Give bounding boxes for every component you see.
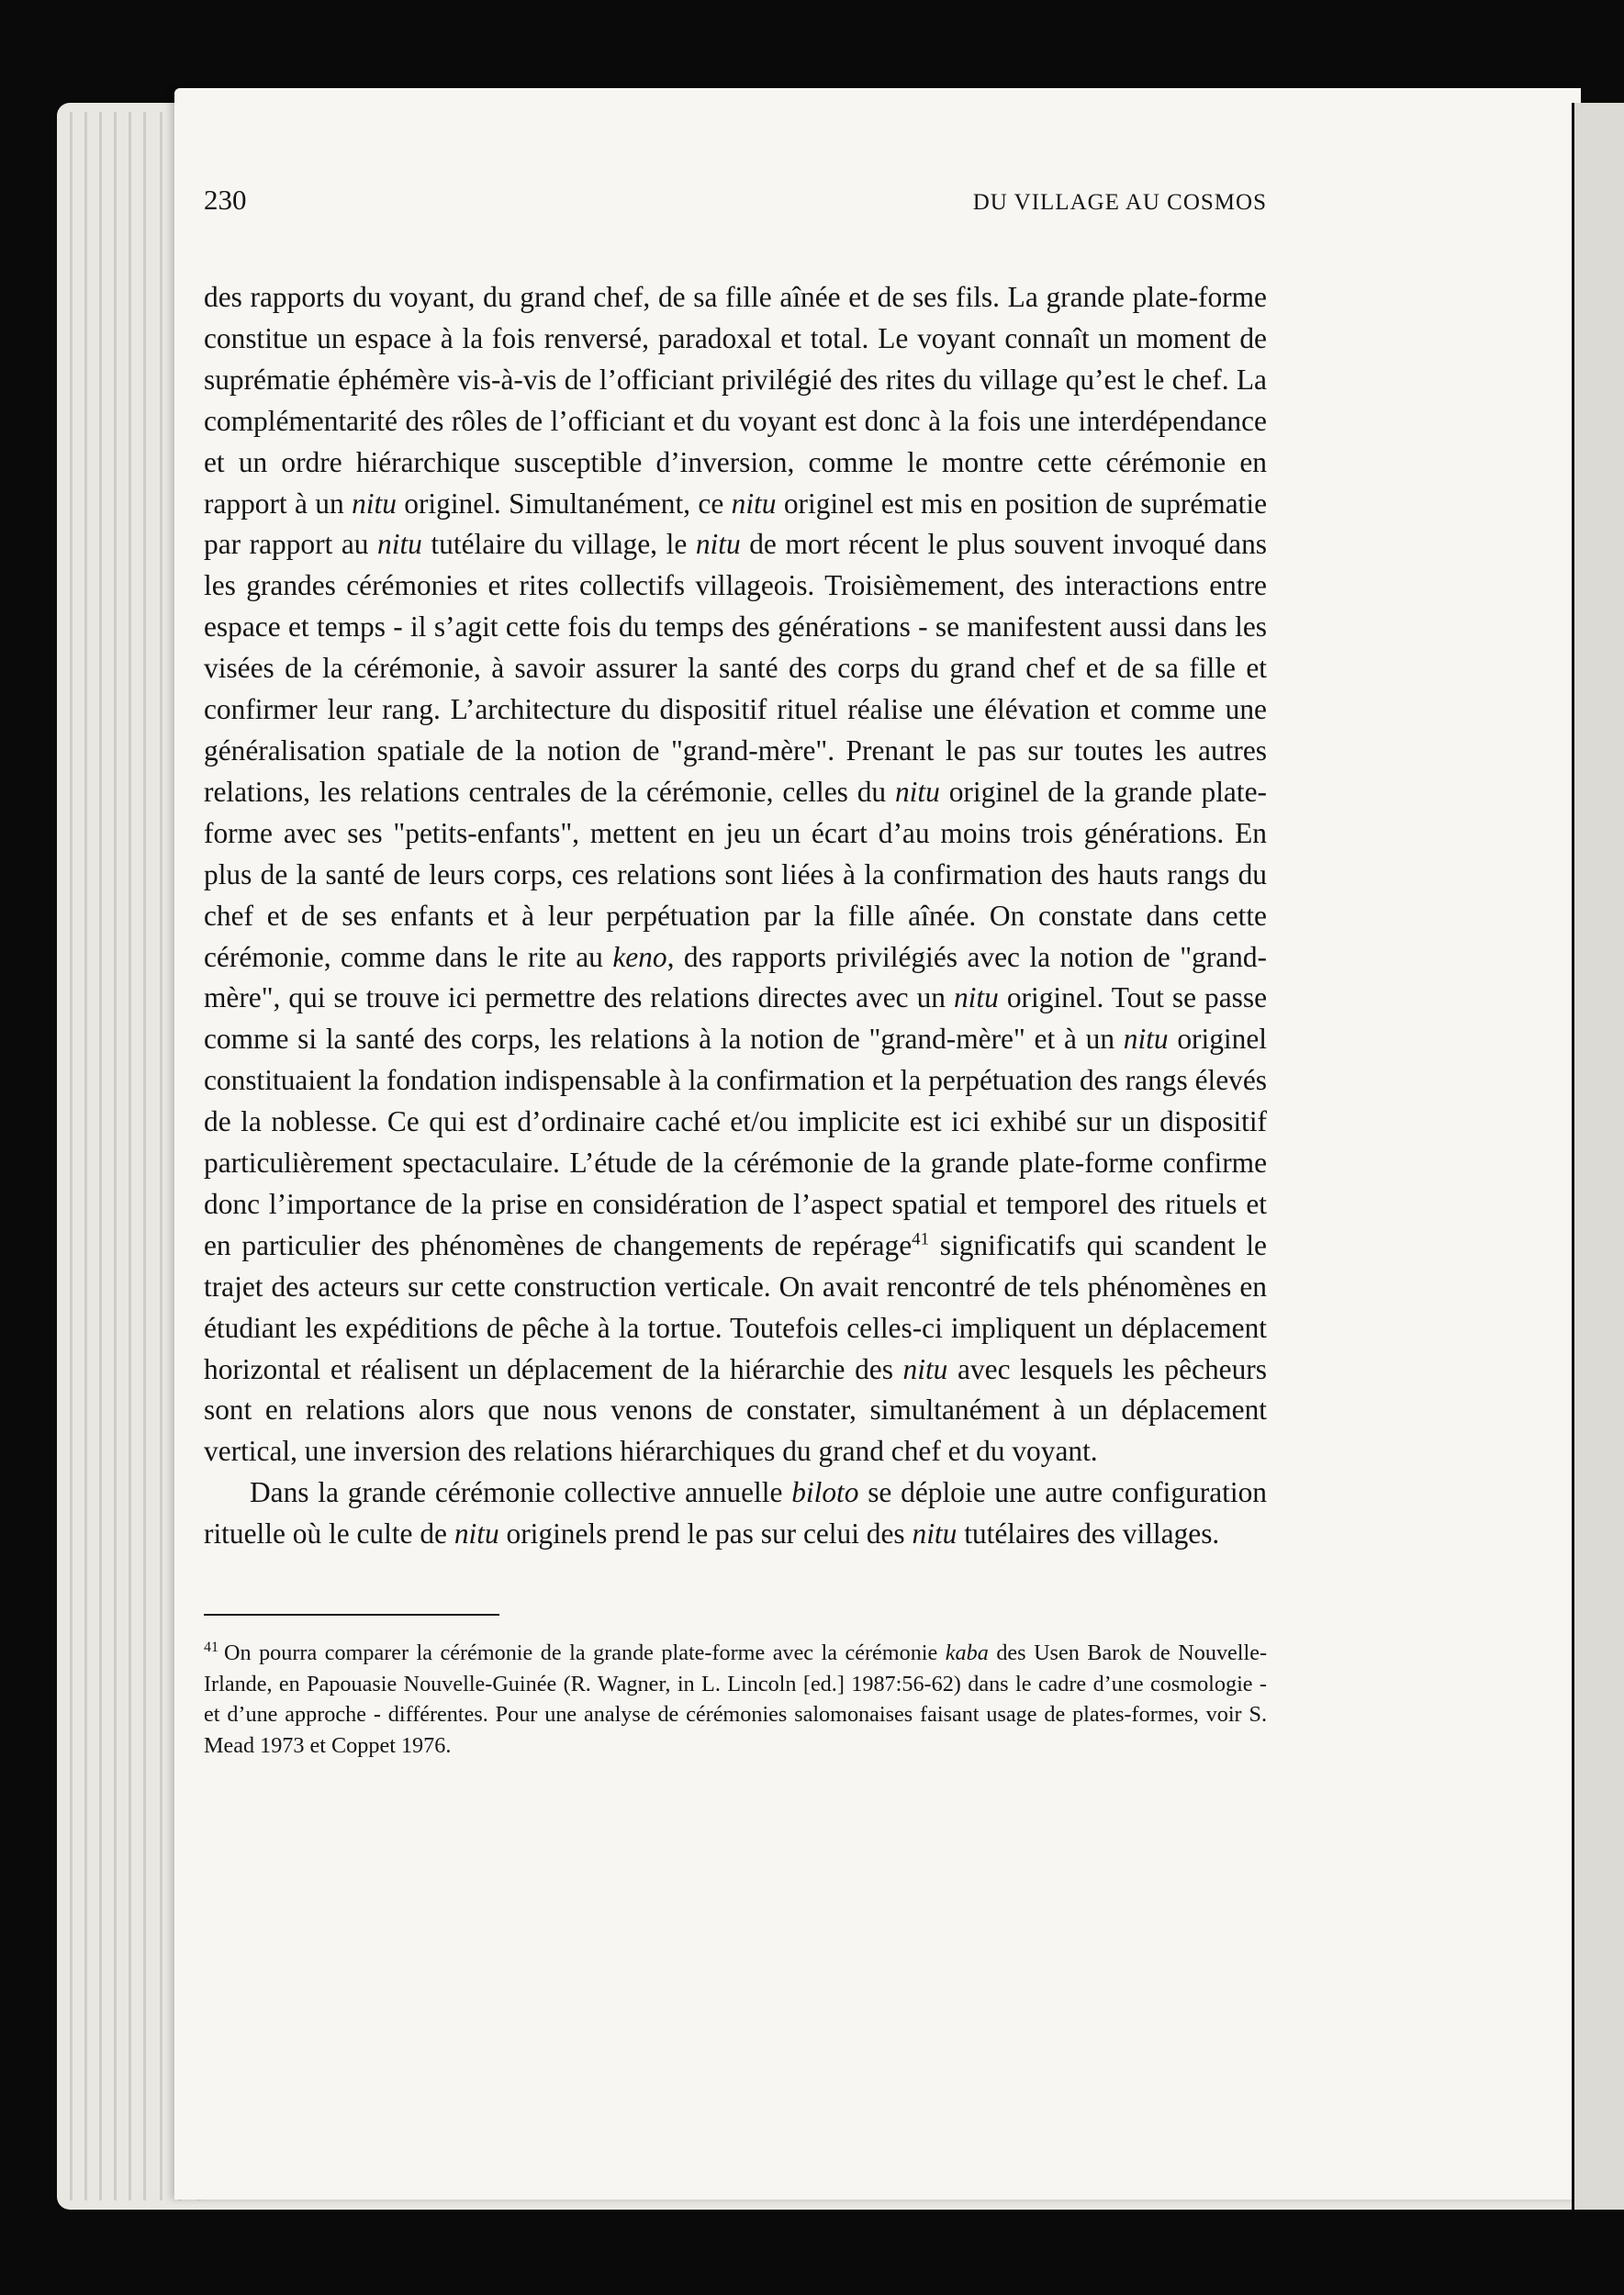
term-nitu: nitu: [352, 487, 397, 520]
footnote-reference[interactable]: 41: [912, 1229, 929, 1249]
term-kaba: kaba: [945, 1640, 989, 1666]
text-run: des Usen Barok de Nouvelle-Irlande, en Papouasie Nouvelle-Guinée (R. Wagner, in L. Lincoln [ed.] 1987:56-62) dans le cadre d’une cosmologie - et d’une approche - différentes. Pour une analyse de cérémonies salomonaises faisant usage de plates-formes, voir S. Mead 1973 et Coppet 1976.: [204, 1640, 1268, 1758]
footnote-marker: 41: [204, 1640, 218, 1656]
term-nitu: nitu: [377, 528, 422, 561]
term-nitu: nitu: [454, 1517, 499, 1551]
page-edge: [84, 112, 87, 2200]
term-nitu: nitu: [695, 528, 741, 561]
text-run: originel constituaient la fondation indispensable à la confirmation et la perpétuation des rangs élevés de la noblesse. Ce qui est d’ordinaire caché et/ou implicite est ici exhibé sur un dispositif particulièrement spectaculaire. L’étude de la cérémonie de la grande plate-forme confirme donc l’importance de la prise en considération de l’aspect spatial et temporel des rituels et en particulier des phénomènes de changements de repérage: [204, 1023, 1267, 1261]
running-title: DU VILLAGE AU COSMOS: [972, 190, 1267, 215]
footnote-41: [204, 1638, 1267, 1761]
term-nitu: nitu: [894, 775, 940, 808]
page-edge: [143, 112, 146, 2200]
page-edge: [114, 112, 117, 2200]
page-edge: [160, 112, 162, 2200]
text-run: Dans la grande cérémonie collective annuelle: [250, 1476, 792, 1509]
text-run: originel. Tout se passe comme si la santé des corps, les relations à la notion de "grand-mère" et à un: [204, 981, 1268, 1056]
text-run: originel. Simultanément, ce: [396, 487, 732, 520]
running-head: [204, 184, 1267, 230]
term-nitu: nitu: [1123, 1023, 1169, 1056]
text-run: tutélaires des villages.: [957, 1517, 1220, 1551]
page-edge: [129, 112, 131, 2200]
text-run: On pourra comparer la cérémonie de la grande plate-forme avec la cérémonie: [224, 1640, 946, 1666]
text-run: des rapports du voyant, du grand chef, de sa fille aînée et de ses fils. La grande plate-forme constitue un espace à la fois renversé, paradoxal et total. Le voyant connaît un moment de suprématie éphémère vis-à-vis de l’officiant privilégié des rites du village qu’est le chef. La complémentarité des rôles de l’officiant et du voyant est donc à la fois une interdépendance et un ordre hiérarchique susceptible d’inversion, comme le montre cette cérémonie en rapport à un: [204, 281, 1267, 520]
page-edge: [70, 112, 73, 2200]
text-run: originel de la grande plate-forme avec ses "petits-enfants", mettent en jeu un écart d’au moins trois générations. En plus de la santé de leurs corps, ces relations sont liées à la confirmation des hauts rangs du chef et de ses enfants et à leur perpétuation par la fille aînée. On constate dans cette cérémonie, comme dans le rite au: [204, 775, 1267, 973]
term-keno: keno: [612, 940, 667, 973]
text-run: significatifs qui scandent le trajet des acteurs sur cette construction verticale. On avait rencontré de tels phénomènes en étudiant les expéditions de pêche à la tortue. Toutefois celles-ci impliquent un déplacement horizontal et réalisent un déplacement de la hiérarchie des: [204, 1228, 1267, 1385]
text-run: tutélaire du village, le: [421, 528, 696, 561]
text-run: avec lesquels les pêcheurs sont en relations alors que nous venons de constater, simultanément à un déplacement vertical, une inversion des relations hiérarchiques du grand chef et du voyant.: [204, 1352, 1267, 1468]
text-run: se déploie une autre configuration rituelle où le culte de: [204, 1476, 1267, 1551]
text-run: originels prend le pas sur celui des: [498, 1517, 913, 1551]
text-run: , des rapports privilégiés avec la notion de "grand-mère", qui se trouve ici permettre des relations directes avec un: [204, 940, 1267, 1014]
text-run: originel est mis en position de suprématie par rapport au: [204, 487, 1267, 561]
facing-page-edge: [1572, 103, 1624, 2210]
term-nitu: nitu: [902, 1352, 948, 1385]
page-edge: [99, 112, 102, 2200]
term-biloto: biloto: [791, 1476, 859, 1509]
body-text: [204, 277, 1267, 1555]
footnote-rule: [204, 1614, 499, 1616]
term-nitu: nitu: [731, 487, 777, 520]
paragraph-2: [204, 1472, 1267, 1555]
text-run: de mort récent le plus souvent invoqué dans les grandes cérémonies et rites collectifs villageois. Troisièmement, des interactions entre espace et temps - il s’agit cette fois du temps des générations - se manifestent aussi dans les visées de la cérémonie, à savoir assurer la santé des corps du grand chef et de sa fille et confirmer leur rang. L’architecture du dispositif rituel réalise une élévation et comme une généralisation spatiale de la notion de "grand-mère". Prenant le pas sur toutes les autres relations, les relations centrales de la cérémonie, celles du: [204, 528, 1267, 808]
page-content: [204, 184, 1267, 1761]
term-nitu: nitu: [953, 981, 999, 1014]
paragraph-1: [204, 277, 1267, 1472]
page-number: 230: [204, 184, 247, 216]
term-nitu: nitu: [912, 1517, 958, 1551]
